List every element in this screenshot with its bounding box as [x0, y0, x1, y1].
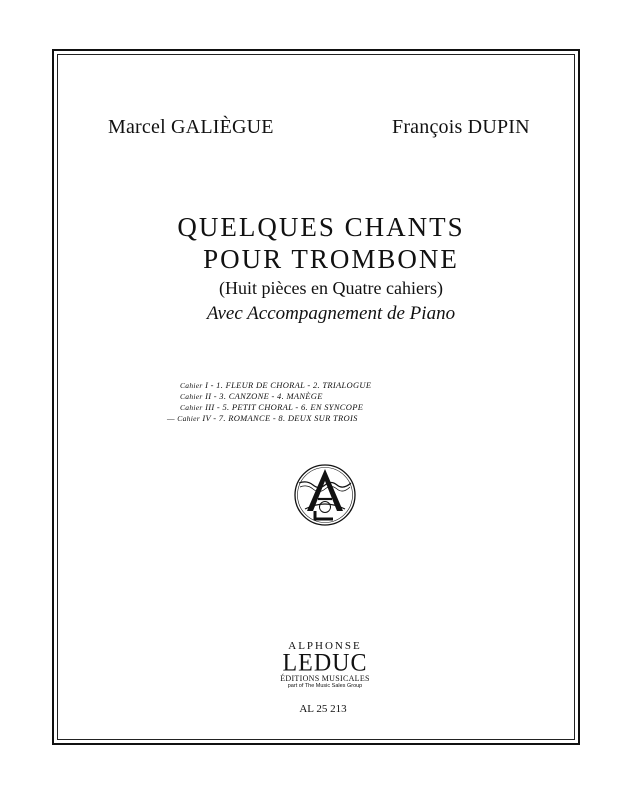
accompaniment-note: Avec Accompagnement de Piano [206, 303, 456, 324]
title-line-2: POUR TROMBONE [203, 244, 459, 274]
composer-left: Marcel GALIÈGUE [108, 116, 274, 138]
title-line-1: QUELQUES CHANTS [177, 212, 465, 242]
contents-row-2: Cahier II - 3. CANZONE - 4. MANÈGE [180, 391, 323, 401]
contents-row-4: — Cahier IV - 7. ROMANCE - 8. DEUX SUR TROIS [167, 413, 358, 423]
composer-right: François DUPIN [392, 116, 530, 138]
publisher-name-line-3: ÉDITIONS MUSICALES [280, 674, 370, 683]
contents-row-3: Cahier III - 5. PETIT CHORAL - 6. EN SYNCOPE [180, 402, 364, 412]
subtitle: (Huit pièces en Quatre cahiers) [219, 278, 443, 298]
publisher-name-line-1: ALPHONSE [288, 640, 362, 652]
publisher-name-line-2: LEDUC [282, 649, 368, 677]
publisher-emblem-icon [293, 463, 357, 527]
publisher-group-line: part of The Music Sales Group [287, 683, 363, 689]
contents-row-1: Cahier I - 1. FLEUR DE CHORAL - 2. TRIALOGUE [180, 380, 372, 390]
contents-list [167, 380, 372, 424]
publisher-block [270, 640, 380, 690]
catalog-number: AL 25 213 [299, 703, 347, 715]
